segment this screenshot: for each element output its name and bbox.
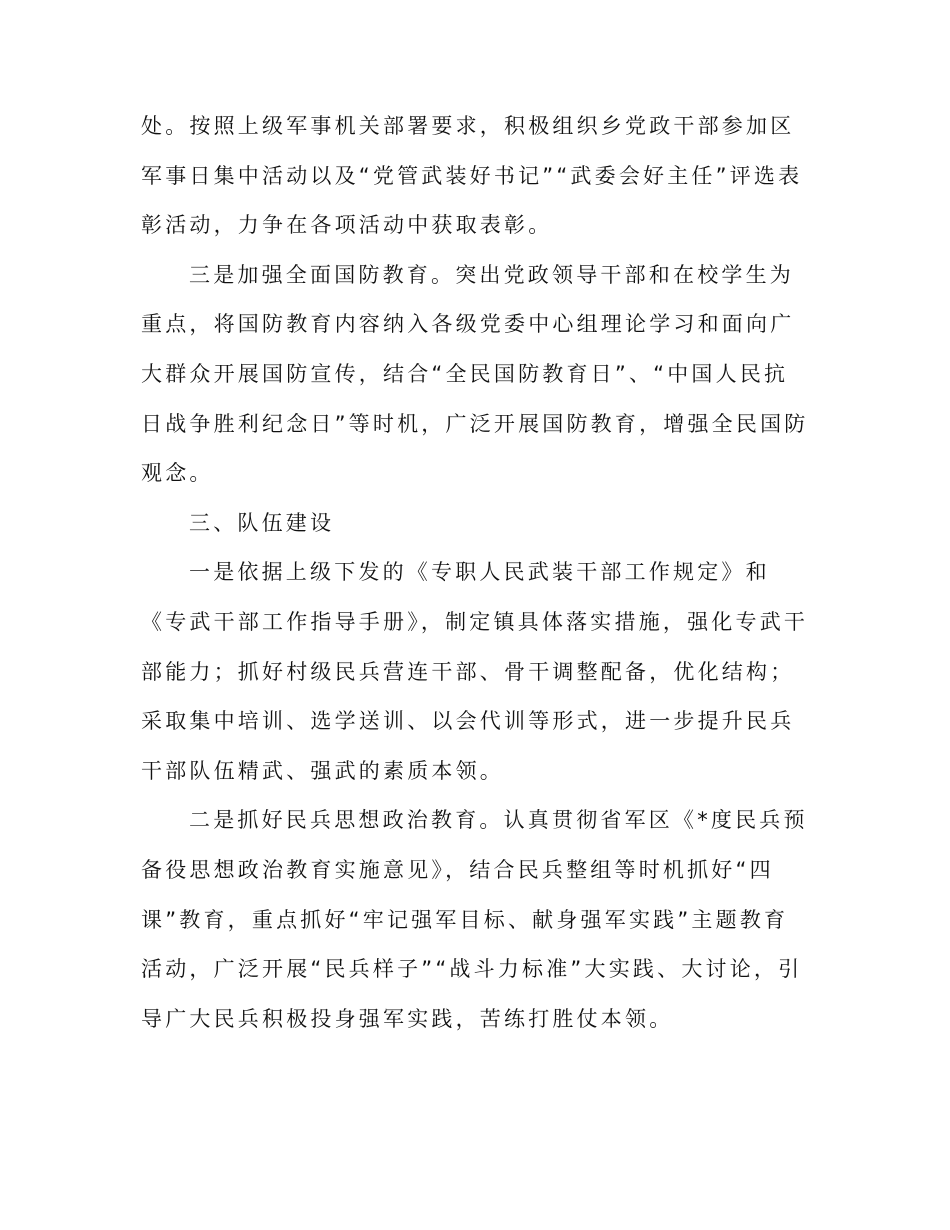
- paragraph-national-defense-education: 三是加强全面国防教育。突出党政领导干部和在校学生为重点，将国防教育内容纳入各级党委中心组理论学习和面向广大群众开展国防宣传，结合“全民国防教育日”、“中国人民抗日战争胜利纪念日”等时机，广泛开展国防教育，增强全民国防观念。: [141, 262, 809, 486]
- paragraph-cadre-building: 一是依据上级下发的《专职人民武装干部工作规定》和《专武干部工作指导手册》，制定镇具体落实措施，强化专武干部能力；抓好村级民兵营连干部、骨干调整配备，优化结构；采取集中培训、选学送训、以会代训等形式，进一步提升民兵干部队伍精武、强武的素质本领。: [141, 560, 809, 783]
- document-body: [141, 102, 811, 1044]
- paragraph-political-education: 二是抓好民兵思想政治教育。认真贯彻省军区《*度民兵预备役思想政治教育实施意见》，结合民兵整组等时机抓好“四课”教育，重点抓好“牢记强军目标、献身强军实践”主题教育活动，广泛开展“民兵样子”“战斗力标准”大实践、大讨论，引导广大民兵积极投身强军实践，苦练打胜仗本领。: [141, 808, 808, 1031]
- section-heading-team-building: 三、队伍建设: [189, 510, 335, 535]
- paragraph-continuation: 处。按照上级军事机关部署要求，积极组织乡党政干部参加区军事日集中活动以及“党管武装好书记”“武委会好主任”评选表彰活动，力争在各项活动中获取表彰。: [141, 114, 803, 238]
